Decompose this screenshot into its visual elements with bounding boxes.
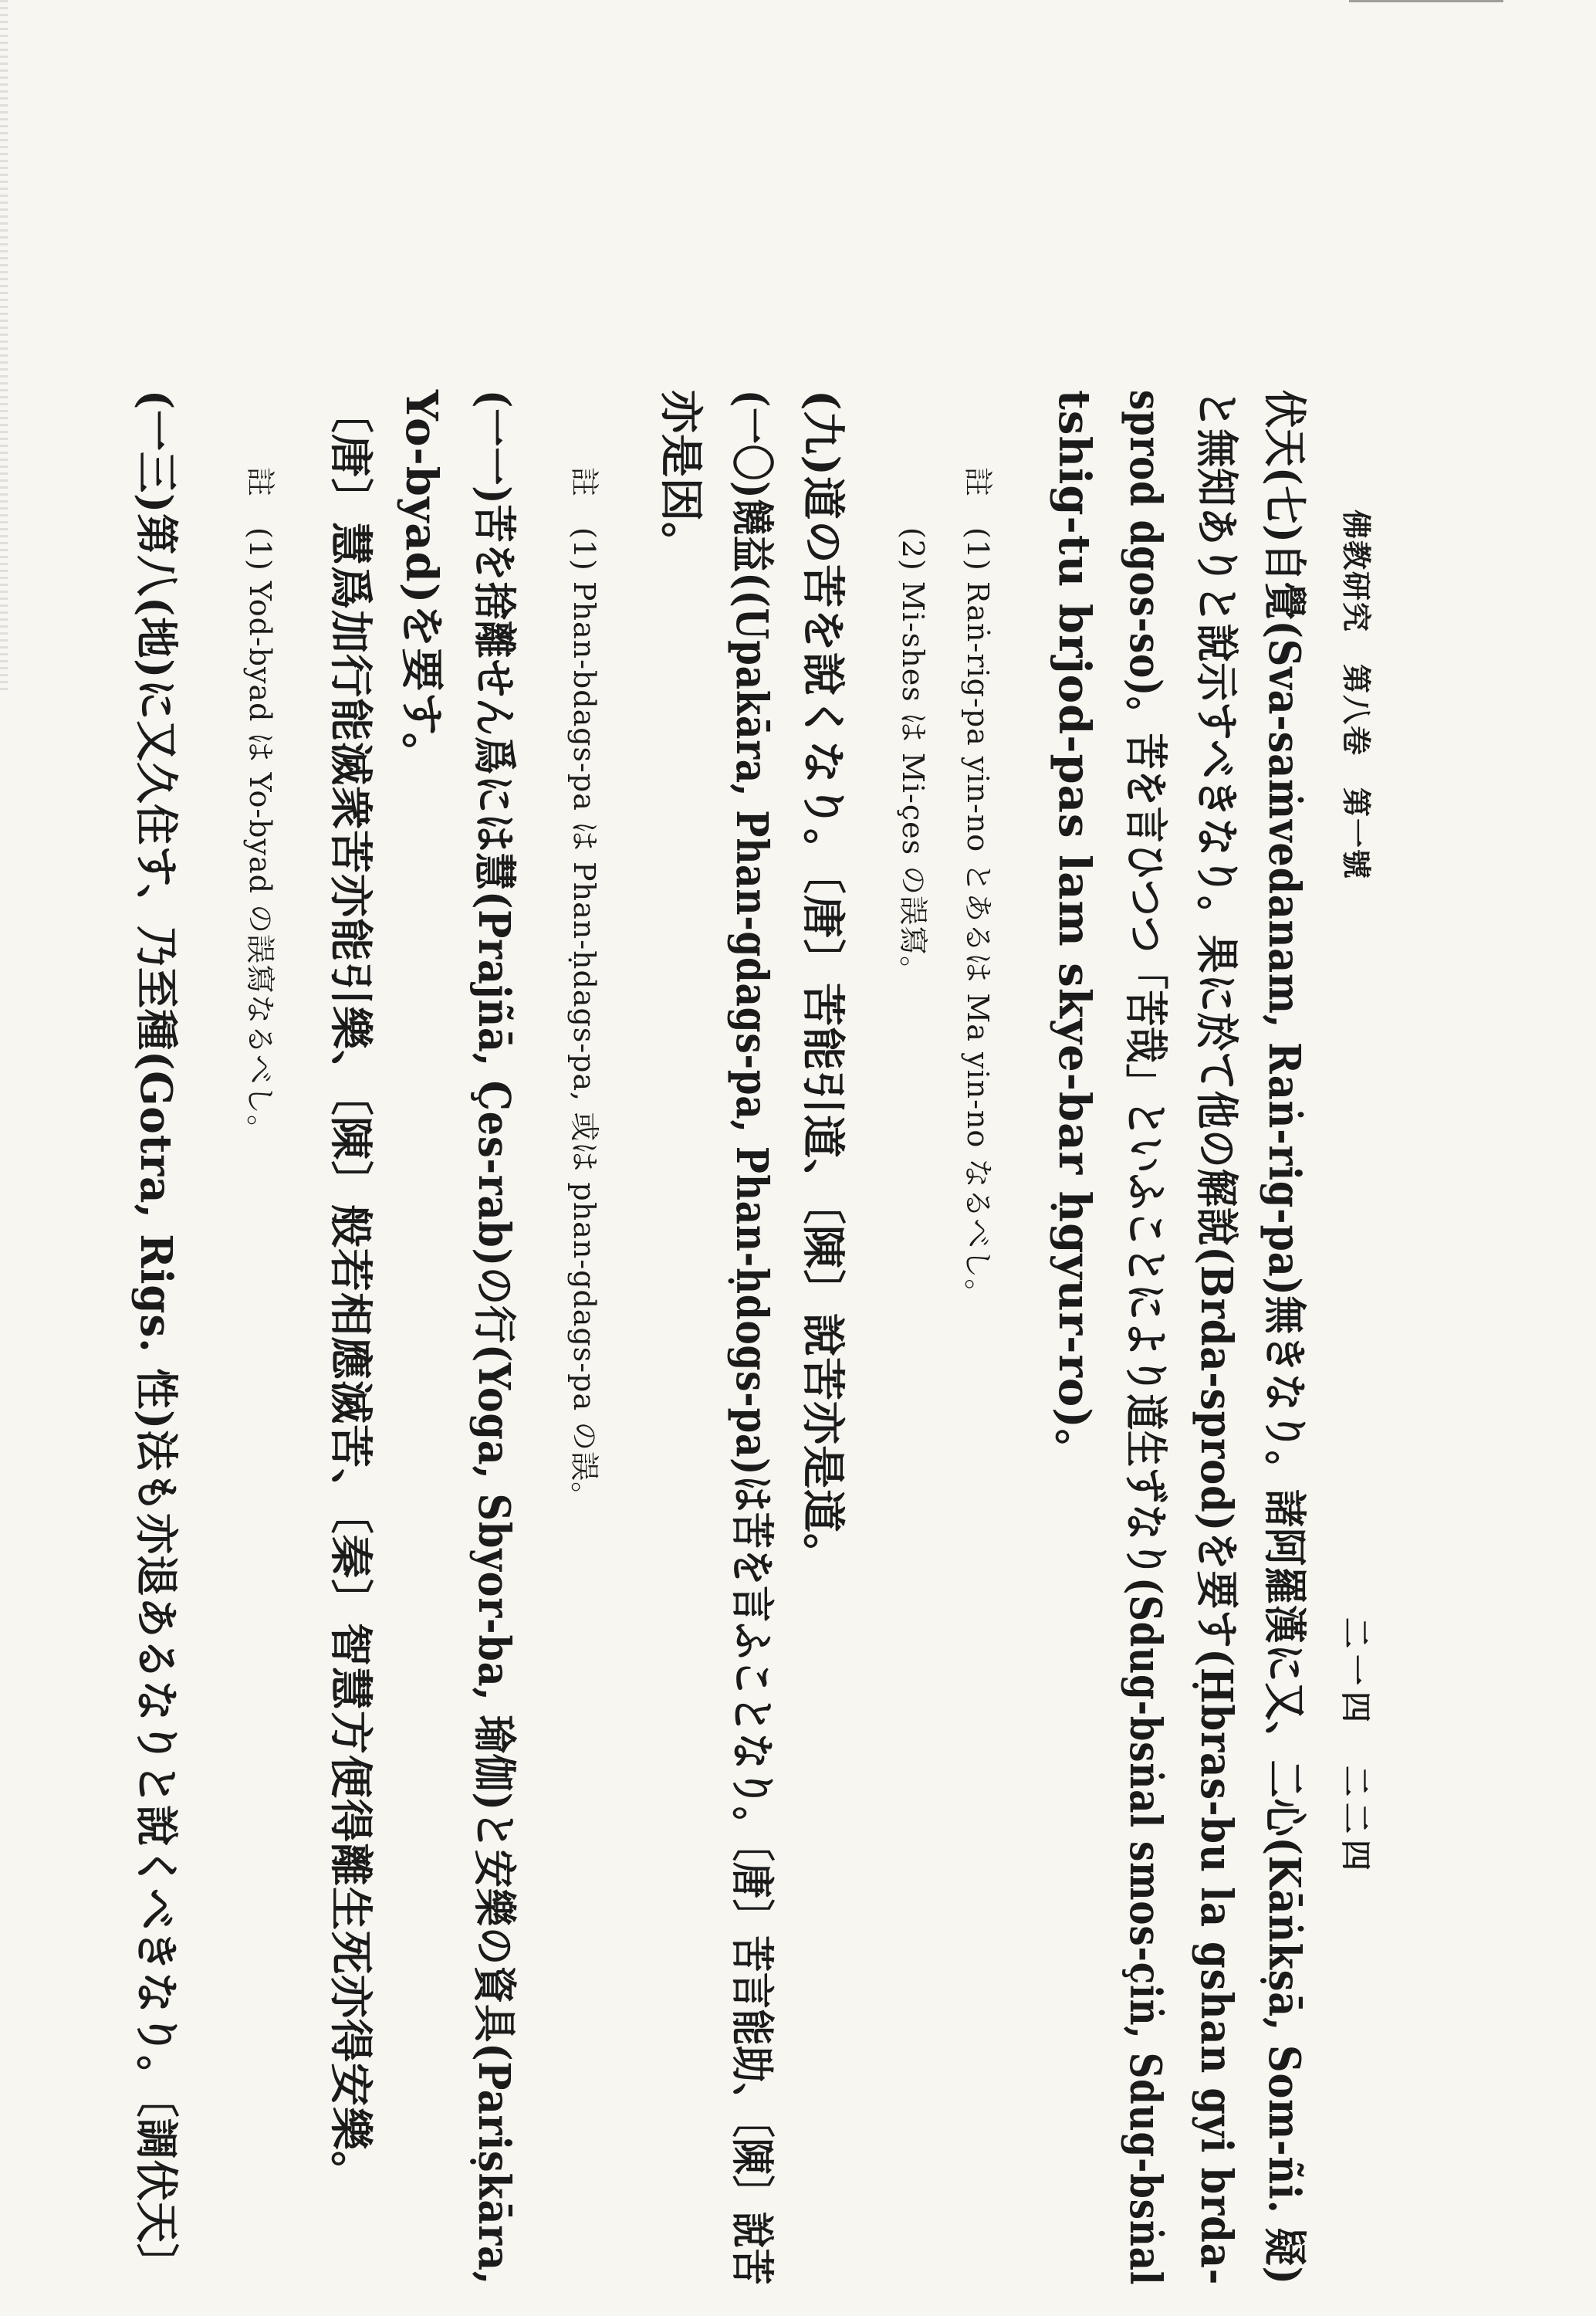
- text-line-2: と無知ありと說示すべきなり。果に於て他の解說(Brda-sprod)を要す(Ḥbras-bu la gshan gyi brda-: [1191, 390, 1242, 2286]
- footnote-2: (2) Mi-shes は Mi-çes の誤寫。: [896, 467, 930, 987]
- text-line-11: (一三)第八(地)に又久住す、乃至種(Gotra, Rigs. 性)法も亦退あるなりと說くべきなり。〔調伏天〕: [130, 390, 181, 2285]
- footnote-1: 註 (1) Raṅ-rig-pa yin-no とあるは Ma yin-no なるべし。: [961, 467, 995, 1309]
- page-number: 二一四 二二四: [1337, 1617, 1374, 1877]
- text-line-8: (一一)苦を捨離せん爲には慧(Prajñā, Çes-rab)の行(Yoga, Sbyor-ba, 瑜伽)と安樂の資具(Pariṣkāra,: [468, 390, 519, 2285]
- text-line-6: (一〇)饒益((Upakāra, Phan-gdags-pa, Phan-ḥdogs-pa)は苦を言ふことなり。〔唐〕苦言能助、〔陳〕說苦: [726, 390, 777, 2286]
- text-line-7: 亦是因。: [655, 390, 706, 566]
- scan-edge-artifact: [0, 0, 8, 695]
- text-line-9: Yo-byad)を要す。: [396, 390, 447, 777]
- text-line-1: 伏天(七)自覺(Sva-saṁvedanam, Raṅ-rig-pa)無きなり。諸阿羅漢に又、二心(Kāṅkṣā, Som-ñi. 疑): [1259, 390, 1310, 2285]
- document-page: [26, 0, 1570, 2316]
- footnote-4: 註 (1) Yod-byad は Yo-byad の誤寫なるべし。: [243, 467, 277, 1146]
- footnote-3: 註 (1) Phan-bdags-pa は Phan-ḥdags-pa, 或は phan-gdags-pa の誤。: [567, 467, 601, 1512]
- text-line-10: 〔唐〕慧爲加行能滅衆苦亦能引樂、〔陳〕般若相應滅苦、〔秦〕智慧方便得離生死亦得安樂。: [325, 390, 376, 2195]
- text-line-4: tshig-tu brjod-pas lam skye-bar ḥgyur-ro)。: [1049, 390, 1100, 1473]
- journal-header: 佛教研究 第八卷 第一號: [1339, 510, 1374, 881]
- text-line-3: sprod dgos-so)。苦を言ひつつ「苦哉」といふことにより道生ずなり(Sdug-bsṅal smos-çiṅ, Sdug-bsṅal: [1120, 390, 1171, 2286]
- text-line-5: (九)道の苦を說くなり。〔唐〕苦能引道、〔陳〕說苦亦是道。: [797, 390, 848, 1577]
